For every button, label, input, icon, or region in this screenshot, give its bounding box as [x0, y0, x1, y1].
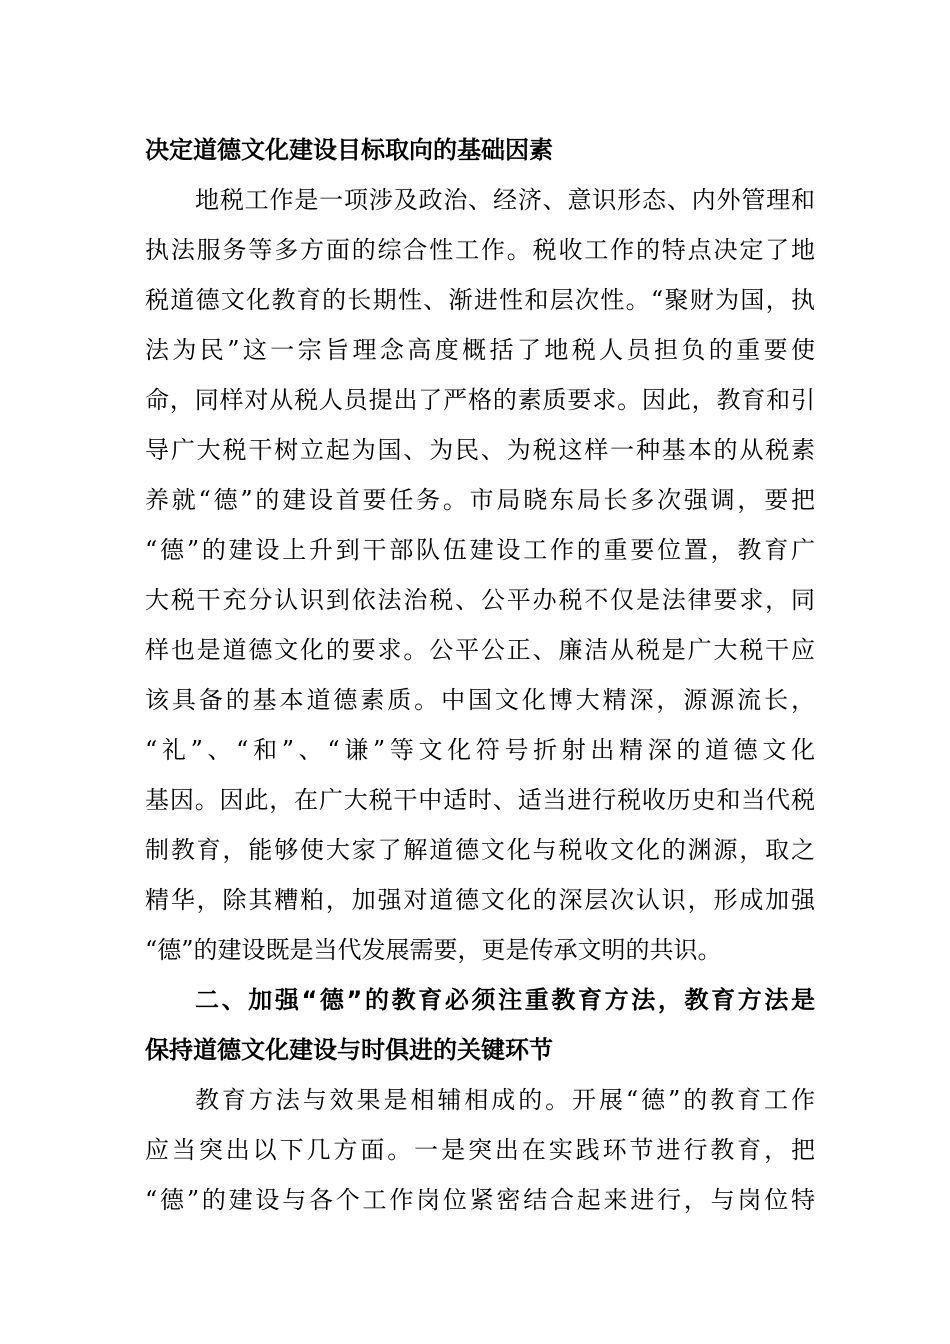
- paragraph-line: “德”的建设与各个工作岗位紧密结合起来进行，与岗位特: [145, 1186, 815, 1214]
- paragraph-1: [145, 175, 815, 975]
- heading-line: 决定道德文化建设目标取向的基础因素: [145, 136, 553, 164]
- paragraph-line: “德”的建设上升到干部队伍建设工作的重要位置，教育广: [145, 536, 815, 564]
- section-heading-1: [145, 125, 815, 175]
- paragraph-line: 法为民”这一宗旨理念高度概括了地税人员担负的重要使: [145, 336, 815, 364]
- paragraph-line: 制教育，能够使大家了解道德文化与税收文化的渊源，取之: [145, 836, 815, 864]
- paragraph-line: 执法服务等多方面的综合性工作。税收工作的特点决定了地: [145, 236, 815, 264]
- paragraph-line: 导广大税干树立起为国、为民、为税这样一种基本的从税素: [145, 436, 815, 464]
- paragraph-line: 养就“德”的建设首要任务。市局晓东局长多次强调，要把: [145, 486, 815, 514]
- paragraph-line: 税道德文化教育的长期性、渐进性和层次性。“聚财为国，执: [145, 286, 815, 314]
- heading-line: 二、加强“德”的教育必须注重教育方法，教育方法是: [195, 986, 815, 1014]
- paragraph-line: 大税干充分认识到依法治税、公平办税不仅是法律要求，同: [145, 586, 815, 614]
- paragraph-line: “礼”、“和”、“谦”等文化符号折射出精深的道德文化: [145, 736, 815, 764]
- paragraph-2: [145, 1075, 815, 1225]
- paragraph-line: 地税工作是一项涉及政治、经济、意识形态、内外管理和: [195, 186, 815, 214]
- paragraph-line: 样也是道德文化的要求。公平公正、廉洁从税是广大税干应: [145, 636, 815, 664]
- paragraph-line: 精华，除其糟粕，加强对道德文化的深层次认识，形成加强: [145, 886, 815, 914]
- paragraph-line: “德”的建设既是当代发展需要，更是传承文明的共识。: [145, 936, 722, 964]
- paragraph-line: 应当突出以下几方面。一是突出在实践环节进行教育，把: [145, 1136, 815, 1164]
- paragraph-line: 基因。因此，在广大税干中适时、适当进行税收历史和当代税: [145, 786, 815, 814]
- paragraph-line: 教育方法与效果是相辅相成的。开展“德”的教育工作: [195, 1086, 815, 1114]
- paragraph-line: 该具备的基本道德素质。中国文化博大精深，源源流长，: [145, 686, 815, 714]
- heading-line: 保持道德文化建设与时俱进的关键环节: [145, 1036, 553, 1064]
- section-heading-2: [145, 975, 815, 1075]
- paragraph-line: 命，同样对从税人员提出了严格的素质要求。因此，教育和引: [145, 386, 815, 414]
